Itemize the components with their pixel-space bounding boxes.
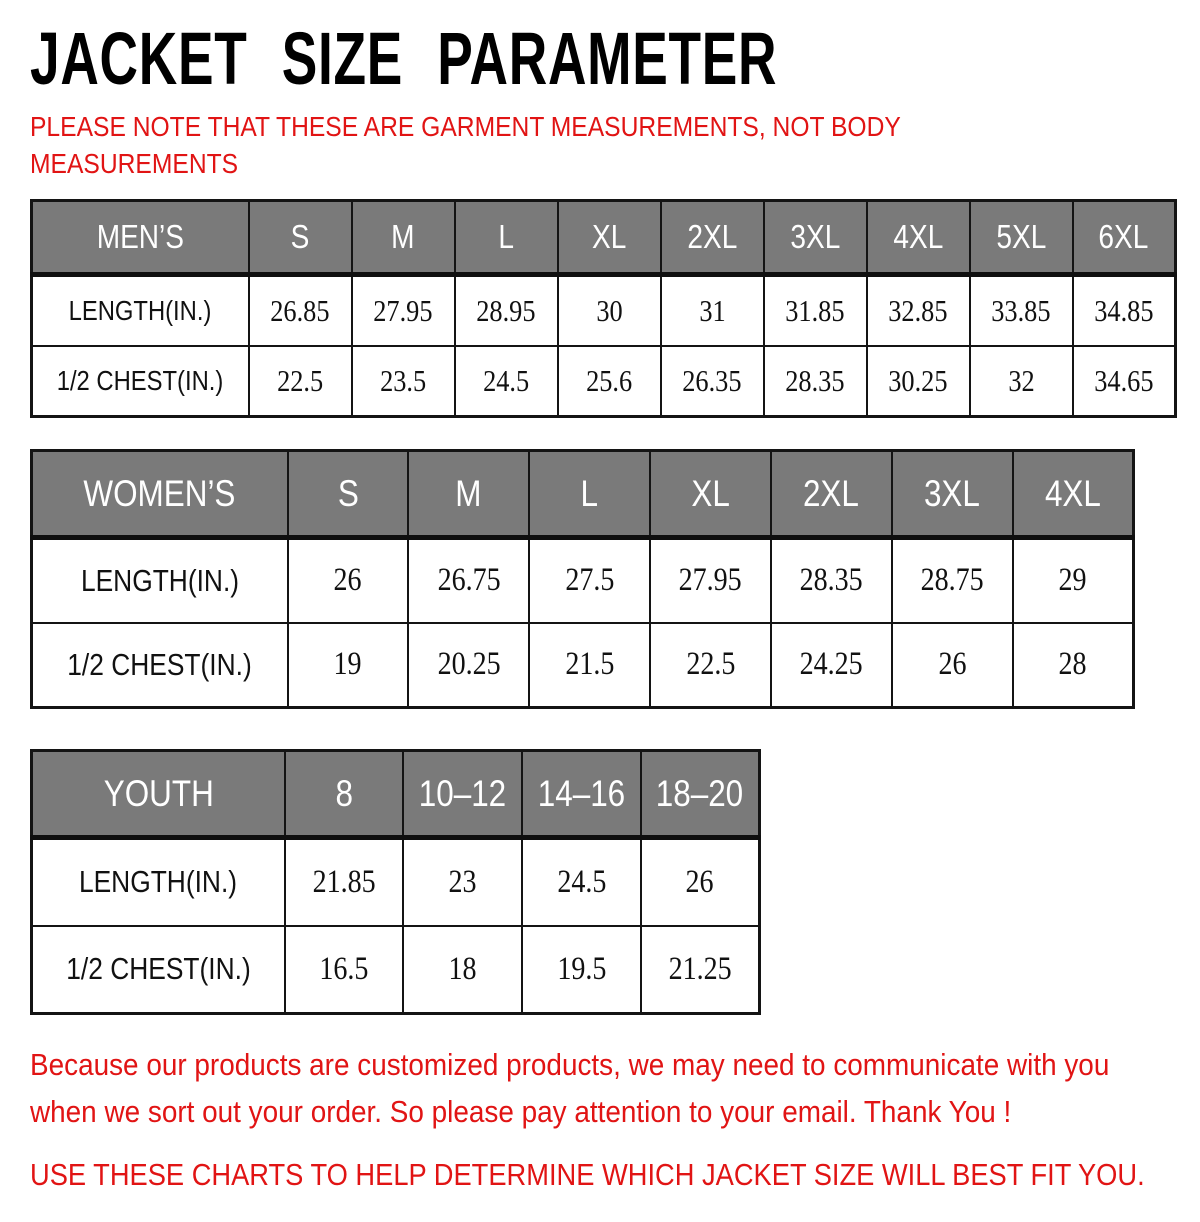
note-line-2: MEASUREMENTS — [30, 148, 239, 179]
size-value-cell — [285, 926, 404, 1014]
size-value-text: 26.35 — [682, 362, 742, 398]
size-value-cell — [285, 838, 404, 926]
size-value-text: 16.5 — [319, 950, 369, 987]
size-header-row — [32, 751, 760, 838]
size-value-cell — [403, 838, 522, 926]
size-value-text: 20.25 — [437, 646, 501, 683]
size-value-cell — [892, 538, 1013, 623]
size-value-text: 28.35 — [799, 562, 863, 599]
size-value-cell — [1013, 538, 1134, 623]
size-column-header — [285, 751, 404, 838]
size-value-text: 25.6 — [585, 362, 633, 398]
header-label: YOUTH — [103, 772, 214, 814]
size-value-text: 26.85 — [270, 292, 330, 328]
row-label-text: LENGTH(IN.) — [68, 294, 212, 326]
size-value-text: 34.85 — [1094, 292, 1154, 328]
measurement-row — [32, 838, 760, 926]
size-column-header — [288, 451, 409, 538]
mens-size-table — [30, 199, 1177, 418]
chart-usage-advice: USE THESE CHARTS TO HELP DETERMINE WHICH JACKET SIZE WILL BEST FIT YOU. — [30, 1157, 1145, 1192]
size-value-cell — [892, 623, 1013, 708]
size-value-cell — [764, 275, 867, 346]
size-value-text: 34.65 — [1094, 362, 1154, 398]
page-title — [30, 17, 1200, 100]
size-column-header — [867, 201, 970, 275]
size-value-text: 28.75 — [920, 562, 984, 599]
size-value-text: 21.25 — [668, 950, 732, 987]
size-column-header — [771, 451, 892, 538]
size-column-header — [529, 451, 650, 538]
size-value-text: 23.5 — [379, 362, 427, 398]
size-value-cell — [641, 926, 760, 1014]
header-label: L — [580, 472, 599, 514]
measurement-row — [32, 275, 1176, 346]
size-value-text: 26 — [333, 562, 362, 599]
size-value-cell — [661, 275, 764, 346]
size-value-text: 22.5 — [685, 646, 735, 683]
header-label: XL — [691, 472, 730, 514]
size-value-cell — [529, 623, 650, 708]
size-value-text: 26 — [685, 863, 714, 900]
header-label: S — [337, 472, 359, 514]
size-value-cell — [408, 538, 529, 623]
size-column-header — [764, 201, 867, 275]
size-value-cell — [403, 926, 522, 1014]
header-label: 5XL — [996, 218, 1046, 255]
size-value-cell — [764, 346, 867, 417]
size-value-cell — [522, 926, 641, 1014]
size-value-text: 30 — [595, 292, 623, 328]
row-label-text: LENGTH(IN.) — [79, 864, 238, 900]
size-column-header — [408, 451, 529, 538]
size-column-header — [892, 451, 1013, 538]
size-value-cell — [1073, 346, 1176, 417]
size-column-header — [455, 201, 558, 275]
size-value-text: 27.95 — [678, 562, 743, 599]
size-value-text: 22.5 — [276, 362, 324, 398]
measurement-row — [32, 623, 1134, 708]
header-label: 4XL — [1044, 472, 1101, 514]
size-value-cell — [522, 838, 641, 926]
size-value-text: 31 — [698, 292, 726, 328]
table-category-cell — [32, 201, 249, 275]
note-line-1: PLEASE NOTE THAT THESE ARE GARMENT MEASUREMENTS, NOT BODY — [30, 111, 901, 142]
size-column-header — [650, 451, 771, 538]
size-value-cell — [1073, 275, 1176, 346]
size-value-text: 32 — [1007, 362, 1035, 398]
womens-size-table — [30, 449, 1135, 709]
size-column-header — [661, 201, 764, 275]
header-label: MEN’S — [96, 218, 184, 255]
size-value-text: 18 — [448, 950, 477, 987]
measurement-row — [32, 538, 1134, 623]
header-label: WOMEN’S — [83, 472, 236, 514]
size-column-header — [403, 751, 522, 838]
row-label-text: 1/2 CHEST(IN.) — [66, 951, 251, 987]
header-label: 3XL — [790, 218, 840, 255]
size-value-text: 26 — [938, 646, 967, 683]
header-label: XL — [591, 218, 627, 255]
measurement-row-label — [32, 623, 288, 708]
size-value-cell — [249, 346, 352, 417]
size-value-text: 21.85 — [312, 863, 376, 900]
size-value-text: 24.5 — [482, 362, 530, 398]
size-value-text: 28 — [1058, 646, 1087, 683]
header-label: 3XL — [924, 472, 981, 514]
size-value-text: 26.75 — [437, 562, 501, 599]
size-header-row — [32, 451, 1134, 538]
size-value-text: 27.95 — [373, 292, 433, 328]
size-value-text: 23 — [448, 863, 477, 900]
row-label-text: 1/2 CHEST(IN.) — [56, 364, 224, 396]
header-label: M — [391, 218, 415, 255]
header-label: 10–12 — [418, 772, 507, 814]
size-value-cell — [558, 346, 661, 417]
size-column-header — [558, 201, 661, 275]
customization-notice-line-1: Because our products are customized products, we may need to communicate with you — [30, 1047, 1110, 1082]
size-value-text: 28.95 — [476, 292, 536, 328]
row-label-text: 1/2 CHEST(IN.) — [67, 646, 252, 682]
size-value-cell — [771, 538, 892, 623]
header-label: 6XL — [1098, 218, 1149, 255]
size-chart-page — [0, 17, 1200, 1222]
header-label: 2XL — [687, 218, 737, 255]
header-label: 14–16 — [537, 772, 626, 814]
table-category-cell — [32, 751, 285, 838]
size-value-cell — [455, 275, 558, 346]
size-value-text: 19 — [333, 646, 362, 683]
header-label: M — [455, 472, 482, 514]
size-value-cell — [771, 623, 892, 708]
size-value-cell — [867, 346, 970, 417]
size-column-header — [522, 751, 641, 838]
header-label: S — [290, 218, 310, 255]
size-header-row — [32, 201, 1176, 275]
size-value-text: 29 — [1058, 562, 1087, 599]
size-value-cell — [970, 275, 1073, 346]
measurement-row-label — [32, 538, 288, 623]
size-value-text: 32.85 — [888, 292, 948, 328]
header-label: 8 — [335, 772, 353, 814]
table-category-cell — [32, 451, 288, 538]
size-value-cell — [249, 275, 352, 346]
size-value-cell — [970, 346, 1073, 417]
size-value-cell — [641, 838, 760, 926]
customization-notice — [30, 1041, 1200, 1135]
garment-measurement-note — [30, 108, 1200, 182]
size-value-cell — [529, 538, 650, 623]
header-label: 2XL — [803, 472, 860, 514]
size-value-cell — [408, 623, 529, 708]
size-value-cell — [867, 275, 970, 346]
measurement-row — [32, 346, 1176, 417]
size-column-header — [641, 751, 760, 838]
page-title-text: JACKET SIZE PARAMETER — [30, 17, 778, 100]
size-value-text: 31.85 — [785, 292, 845, 328]
size-value-text: 30.25 — [888, 362, 948, 398]
measurement-row-label — [32, 275, 249, 346]
size-value-text: 24.5 — [556, 863, 606, 900]
size-column-header — [1013, 451, 1134, 538]
measurement-row-label — [32, 346, 249, 417]
youth-size-table — [30, 749, 761, 1015]
size-value-cell — [1013, 623, 1134, 708]
header-label: 4XL — [893, 218, 943, 255]
size-column-header — [970, 201, 1073, 275]
size-value-text: 24.25 — [799, 646, 863, 683]
size-value-text: 28.35 — [785, 362, 845, 398]
size-value-text: 27.5 — [565, 562, 615, 599]
size-value-cell — [288, 538, 409, 623]
size-value-text: 19.5 — [556, 950, 606, 987]
size-value-cell — [455, 346, 558, 417]
header-label: L — [498, 218, 514, 255]
size-value-text: 21.5 — [565, 646, 615, 683]
size-value-cell — [558, 275, 661, 346]
customization-notice-line-2: when we sort out your order. So please pay attention to your email. Thank You ! — [30, 1094, 1012, 1129]
size-value-text: 33.85 — [991, 292, 1051, 328]
row-label-text: LENGTH(IN.) — [80, 562, 239, 598]
size-column-header — [1073, 201, 1176, 275]
size-value-cell — [352, 275, 455, 346]
size-value-cell — [352, 346, 455, 417]
size-value-cell — [661, 346, 764, 417]
size-value-cell — [650, 623, 771, 708]
measurement-row — [32, 926, 760, 1014]
measurement-row-label — [32, 926, 285, 1014]
size-value-cell — [650, 538, 771, 623]
size-column-header — [352, 201, 455, 275]
size-column-header — [249, 201, 352, 275]
measurement-row-label — [32, 838, 285, 926]
size-value-cell — [288, 623, 409, 708]
header-label: 18–20 — [656, 772, 744, 814]
